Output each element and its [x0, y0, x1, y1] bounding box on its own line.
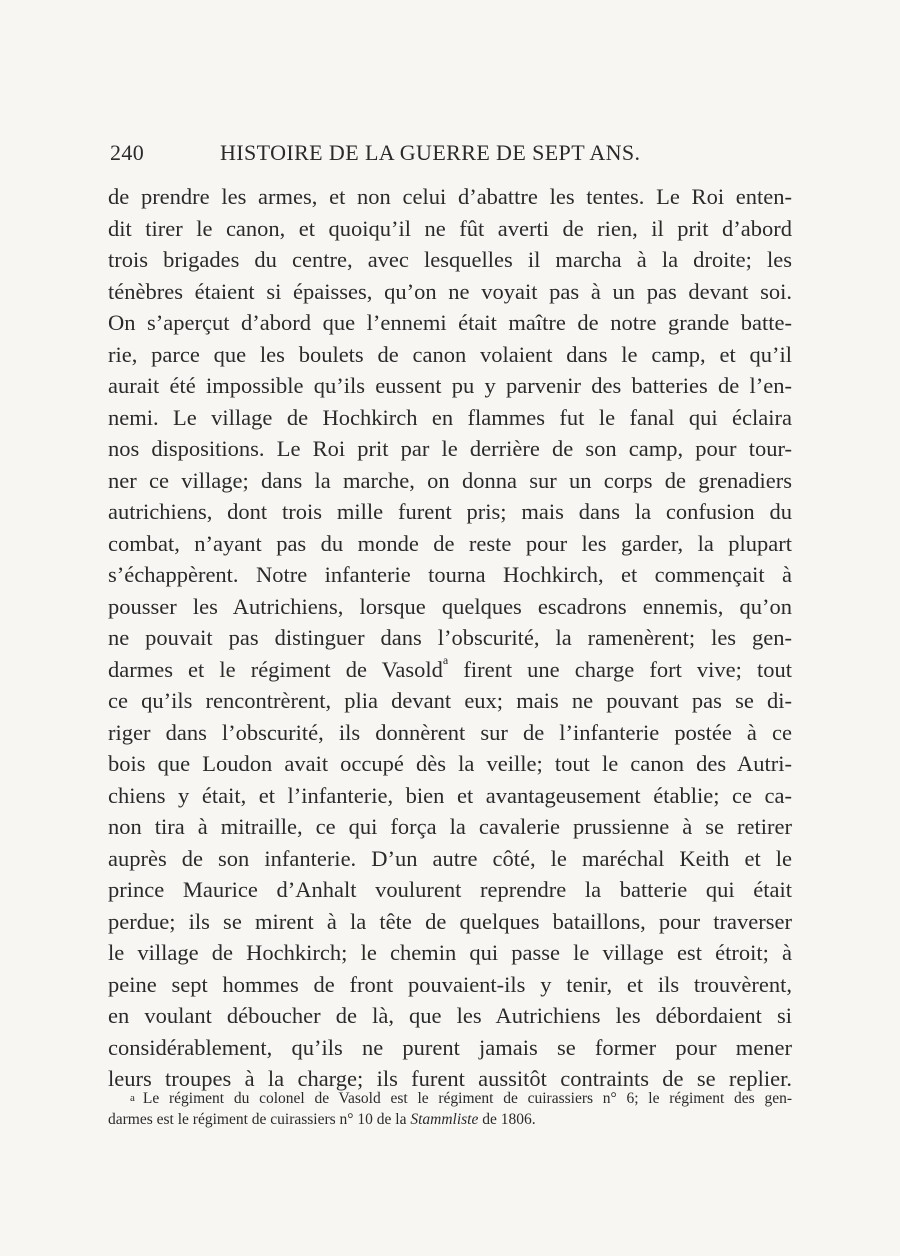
text-line: combat, n’ayant pas du monde de reste pour les garder, la plupart: [108, 530, 792, 556]
text-line: dit tirer le canon, et quoiqu’il ne fût averti de rien, il prit d’abord: [108, 215, 792, 241]
text-line: non tira à mitraille, ce qui força la cavalerie prussienne à se retirer: [108, 814, 792, 839]
text-line: bois que Loudon avait occupé dès la veille; tout le canon des Autri-: [108, 751, 792, 776]
text-line: rie, parce que les boulets de canon volaient dans le camp, et qu’il: [108, 341, 792, 367]
footnote-marker: a: [130, 1092, 135, 1104]
text-line: considérablement, qu’ils ne purent jamais se former pour mener: [108, 1034, 792, 1060]
text-line: On s’aperçut d’abord que l’ennemi était maître de notre grande batte-: [108, 310, 792, 335]
footnote-text: darmes est le régiment de cuirassiers n° 10 de la: [108, 1111, 407, 1128]
text-line: nos dispositions. Le Roi prit par le derrière de son camp, pour tour-: [108, 436, 792, 461]
text-line: ce qu’ils rencontrèrent, plia devant eux; mais ne pouvant pas se di-: [108, 688, 792, 713]
text-line: pousser les Autrichiens, lorsque quelques escadrons ennemis, qu’on: [108, 593, 792, 619]
text-line: trois brigades du centre, avec lesquelles il marcha à la droite; les: [108, 247, 792, 272]
text-line: auprès de son infanterie. D’un autre côté, le maréchal Keith et le: [108, 845, 792, 871]
footnote-text: Le régiment du colonel de Vasold est le régiment de cuirassiers n° 6; le régiment des gen-: [142, 1090, 792, 1107]
footnote-line: [108, 1088, 792, 1109]
page-number: 240: [110, 140, 145, 165]
text-line: de prendre les armes, et non celui d’abattre les tentes. Le Roi enten-: [108, 184, 792, 209]
text-segment: darmes et le régiment de Vasold: [108, 656, 443, 682]
footnote-italic-title: Stammliste: [410, 1111, 479, 1128]
text-line: ne pouvait pas distinguer dans l’obscurité, la ramenèrent; les gen-: [108, 625, 792, 650]
text-line-with-note: [108, 654, 792, 686]
footnote-text: de 1806.: [482, 1111, 536, 1128]
text-line: prince Maurice d’Anhalt voulurent reprendre la batterie qui était: [108, 877, 792, 902]
text-line: le village de Hochkirch; le chemin qui passe le village est étroit; à: [108, 940, 792, 965]
footnote-line: [108, 1109, 792, 1130]
running-title: HISTOIRE DE LA GUERRE DE SEPT ANS.: [220, 140, 641, 165]
text-line: en voulant déboucher de là, que les Autrichiens les débordaient si: [108, 1003, 792, 1028]
text-line: ténèbres étaient si épaisses, qu’on ne voyait pas à un pas devant soi.: [108, 278, 792, 304]
text-line: perdue; ils se mirent à la tête de quelques bataillons, pour traverser: [108, 908, 792, 934]
text-segment: firent une charge fort vive; tout: [463, 656, 792, 682]
text-line: chiens y était, et l’infanterie, bien et avantageusement établie; ce ca-: [108, 782, 792, 808]
text-line: peine sept hommes de front pouvaient-ils y tenir, et ils trouvèrent,: [108, 971, 792, 997]
footnote: [108, 1088, 792, 1130]
body-text: [108, 181, 792, 1095]
text-line: leurs troupes à la charge; ils furent aussitôt contraints de se replier.: [108, 1066, 792, 1091]
text-line: autrichiens, dont trois mille furent pris; mais dans la confusion du: [108, 499, 792, 524]
footnote-reference: a: [442, 652, 449, 667]
text-line: ner ce village; dans la marche, on donna sur un corps de grenadiers: [108, 467, 792, 493]
text-line: riger dans l’obscurité, ils donnèrent sur de l’infanterie postée à ce: [108, 719, 792, 745]
page-header: [110, 140, 790, 174]
text-line: aurait été impossible qu’ils eussent pu y parvenir des batteries de l’en-: [108, 373, 792, 398]
text-line: s’échappèrent. Notre infanterie tourna Hochkirch, et commençait à: [108, 562, 792, 587]
text-line: nemi. Le village de Hochkirch en flammes fut le fanal qui éclaira: [108, 404, 792, 430]
